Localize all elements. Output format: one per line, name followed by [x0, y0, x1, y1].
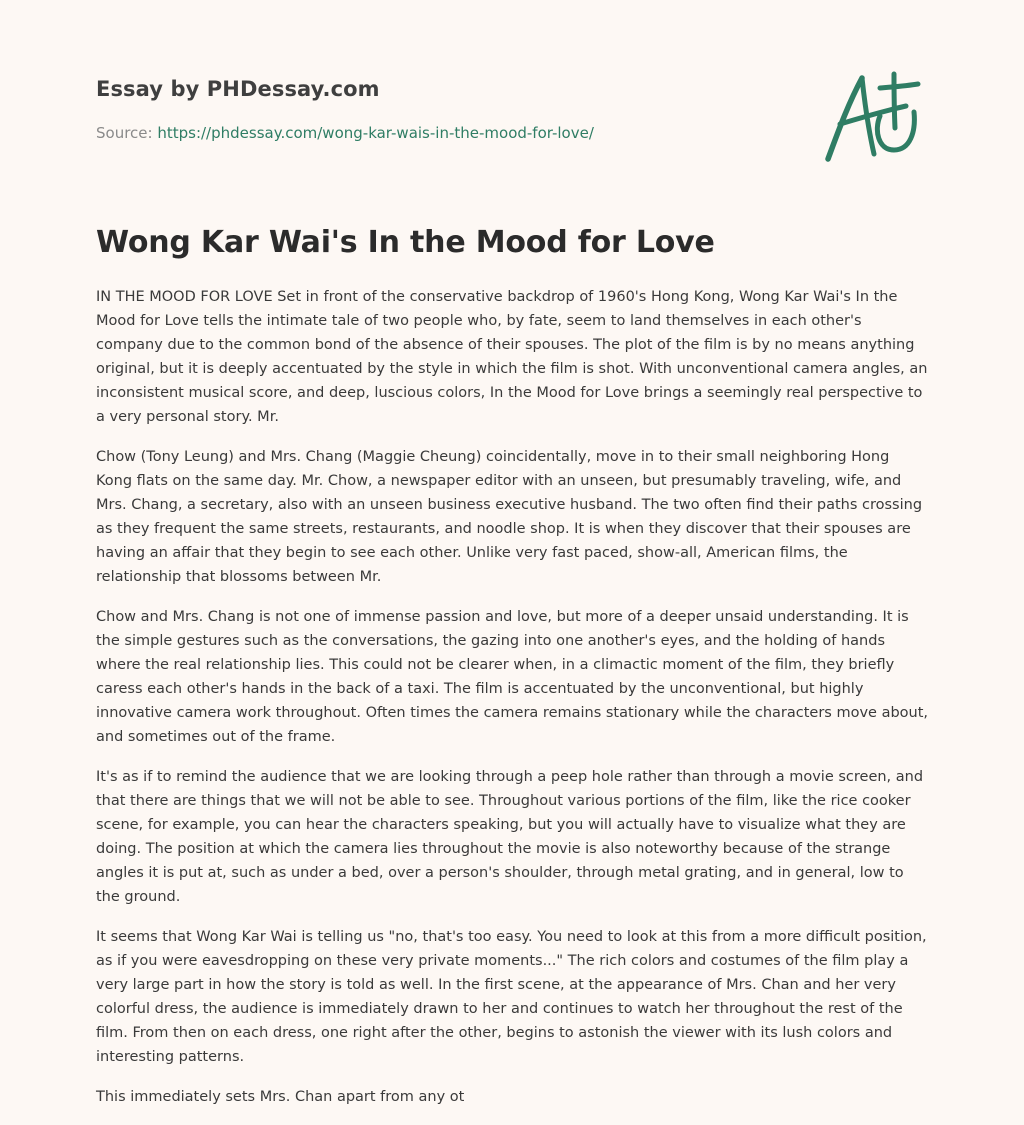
essay-paragraph: IN THE MOOD FOR LOVE Set in front of the conservative backdrop of 1960's Hong Kong, Wong Kar Wai's In the Mood for Love tells the intimate tale of two people who, by fate, seem to land themselves in each other's company due to the common bond of the absence of their spouses. The plot of the film is by no means anything original, but it is deeply accentuated by the style in which the film is shot. With unconventional camera angles, an inconsistent musical score, and deep, luscious colors, In the Mood for Love brings a seemingly real perspective to a very personal story. Mr.	[96, 289, 928, 425]
essay-paragraph: It's as if to remind the audience that we are looking through a peep hole rather than through a movie screen, and that there are things that we will not be able to see. Throughout various portions of the film, like the rice cooker scene, for example, you can hear the characters speaking, but you will actually have to visualize what they are doing. The position at which the camera lies throughout the movie is also noteworthy because of the strange angles it is put at, such as under a bed, over a person's shoulder, through metal grating, and in general, low to the ground.	[96, 769, 924, 905]
essay-paragraph: Chow and Mrs. Chang is not one of immense passion and love, but more of a deeper unsaid understanding. It is the simple gestures such as the conversations, the gazing into one another's eyes, and the holding of hands where the real relationship lies. This could not be clearer when, in a climactic moment of the film, they briefly caress each other's hands in the back of a taxi. The film is accentuated by the unconventional, but highly innovative camera work throughout. Often times the camera remains stationary while the characters move about, and sometimes out of the frame.	[96, 609, 929, 745]
source-line	[96, 124, 594, 142]
essay-title: Wong Kar Wai's In the Mood for Love	[96, 225, 715, 260]
source-label: Source:	[96, 124, 158, 142]
site-brand: Essay by PHDessay.com	[96, 77, 380, 101]
a-plus-grade-icon	[822, 66, 928, 166]
essay-paragraph: It seems that Wong Kar Wai is telling us "no, that's too easy. You need to look at this from a more difficult position, as if you were eavesdropping on these very private moments..." The rich colors and costumes of the film play a very large part in how the story is told as well. In the first scene, at the appearance of Mrs. Chan and her very colorful dress, the audience is immediately drawn to her and continues to watch her throughout the rest of the film. From then on each dress, one right after the other, begins to astonish the viewer with its lush colors and interesting patterns.	[96, 929, 927, 1065]
essay-paragraph: Chow (Tony Leung) and Mrs. Chang (Maggie Cheung) coincidentally, move in to their small neighboring Hong Kong flats on the same day. Mr. Chow, a newspaper editor with an unseen, but presumably traveling, wife, and Mrs. Chang, a secretary, also with an unseen business executive husband. The two often find their paths crossing as they frequent the same streets, restaurants, and noodle shop. It is when they discover that their spouses are having an affair that they begin to see each other. Unlike very fast paced, show-all, American films, the relationship that blossoms between Mr.	[96, 449, 923, 585]
essay-body	[96, 285, 928, 1125]
essay-paragraph: This immediately sets Mrs. Chan apart from any ot	[96, 1089, 465, 1105]
source-link[interactable]: https://phdessay.com/wong-kar-wais-in-the-mood-for-love/	[157, 124, 594, 142]
